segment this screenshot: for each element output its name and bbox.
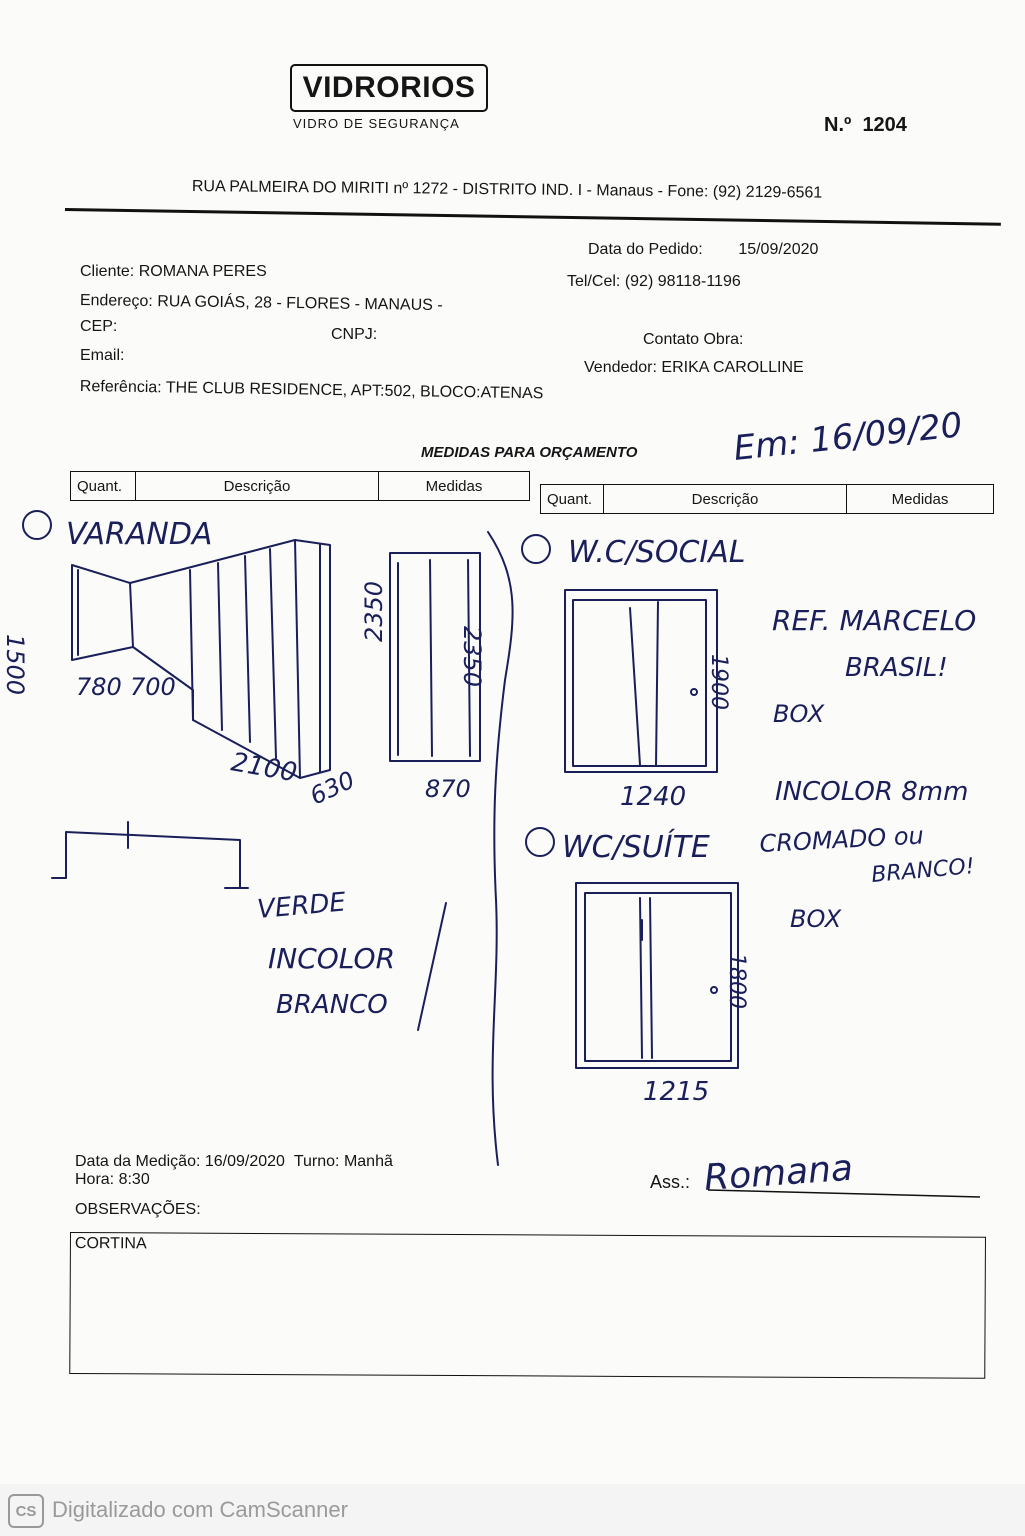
observations-box bbox=[69, 1232, 986, 1379]
client-reference: Referência: THE CLUB RESIDENCE, APT:502, BLOCO:ATENAS bbox=[79, 378, 544, 403]
box-suite-drawing bbox=[576, 883, 738, 1068]
box-social-drawing bbox=[565, 590, 717, 772]
dim-2100: 2100 bbox=[228, 747, 300, 789]
client-cep: CEP: bbox=[80, 318, 118, 335]
camscanner-logo-icon: CS bbox=[8, 1494, 44, 1528]
company-address: RUA PALMEIRA DO MIRITI nº 1272 - DISTRITO IND. I - Manaus - Fone: (92) 2129-6561 bbox=[191, 178, 823, 202]
note-branco-2: BRANCO! bbox=[870, 854, 976, 888]
col-medidas: Medidas bbox=[379, 472, 530, 501]
observations-text: CORTINA bbox=[74, 1235, 147, 1253]
handwritten-date-note: Em: 16/09/20 bbox=[731, 405, 965, 469]
divider-stroke bbox=[488, 532, 513, 1165]
dim-780: 780 bbox=[76, 673, 122, 701]
dim-870: 870 bbox=[425, 775, 471, 803]
camscanner-text: Digitalizado com CamScanner bbox=[52, 1497, 348, 1522]
varanda-drawing bbox=[72, 540, 330, 778]
measurement-date: Data da Medição: 16/09/2020 Turno: Manhã bbox=[75, 1153, 393, 1170]
note-cromado: CROMADO ou bbox=[758, 821, 925, 858]
col-quant: Quant. bbox=[71, 472, 136, 501]
dim-1215: 1215 bbox=[643, 1077, 710, 1107]
note-box-1: BOX bbox=[773, 700, 825, 728]
dim-1240: 1240 bbox=[620, 782, 687, 812]
scanner-watermark bbox=[0, 1484, 1025, 1536]
order-date: Data do Pedido: 15/09/2020 bbox=[588, 241, 819, 258]
order-number: N.º 1204 bbox=[824, 114, 907, 136]
note-verde: VERDE bbox=[255, 887, 348, 925]
slash-stroke bbox=[418, 903, 446, 1030]
dim-1900: 1900 bbox=[706, 654, 731, 710]
label-wc-social: W.C/SOCIAL bbox=[568, 535, 746, 570]
col-descricao: Descrição bbox=[604, 485, 847, 514]
note-incolor: INCOLOR bbox=[268, 942, 396, 975]
label-varanda: VARANDA bbox=[66, 517, 213, 552]
dim-700: 700 bbox=[130, 673, 176, 701]
dim-2350-a: 2350 bbox=[360, 580, 388, 642]
salesperson: Vendedor: ERIKA CAROLLINE bbox=[584, 359, 804, 376]
bullet-circle-icon bbox=[526, 828, 554, 856]
bracket-sketch bbox=[52, 832, 240, 888]
company-tagline: VIDRO DE SEGURANÇA bbox=[293, 116, 460, 131]
bullet-circle-icon bbox=[522, 535, 550, 563]
note-brasil: BRASIL! bbox=[845, 653, 948, 683]
signature: Romana bbox=[702, 1147, 855, 1199]
observations-label: OBSERVAÇÕES: bbox=[75, 1201, 201, 1218]
client-phone: Tel/Cel: (92) 98118-1196 bbox=[567, 273, 741, 290]
company-logo: VIDRORIOS bbox=[290, 64, 488, 112]
note-ref-marcelo: REF. MARCELO bbox=[772, 604, 977, 637]
signature-label: Ass.: bbox=[650, 1172, 691, 1192]
dim-1500: 1500 bbox=[1, 634, 29, 696]
col-descricao: Descrição bbox=[136, 472, 379, 501]
client-address: Endereço: RUA GOIÁS, 28 - FLORES - MANAUS - bbox=[79, 292, 443, 315]
note-incolor-8mm: INCOLOR 8mm bbox=[775, 777, 969, 807]
col-quant: Quant. bbox=[541, 485, 604, 514]
measurements-title: MEDIDAS PARA ORÇAMENTO bbox=[421, 444, 638, 461]
bullet-circle-icon bbox=[23, 511, 51, 539]
client-name: Cliente: ROMANA PERES bbox=[80, 263, 267, 280]
label-wc-suite: WC/SUÍTE bbox=[562, 830, 710, 865]
dim-1800: 1800 bbox=[724, 953, 749, 1009]
col-medidas: Medidas bbox=[847, 485, 994, 514]
note-branco: BRANCO bbox=[276, 990, 388, 1020]
dim-630: 630 bbox=[305, 765, 360, 811]
site-contact: Contato Obra: bbox=[643, 331, 744, 348]
dim-2350-b: 2350 bbox=[458, 626, 486, 688]
client-cnpj: CNPJ: bbox=[331, 326, 378, 343]
note-box-2: BOX bbox=[790, 905, 842, 933]
client-email: Email: bbox=[80, 347, 125, 364]
measurement-time: Hora: 8:30 bbox=[75, 1171, 150, 1188]
